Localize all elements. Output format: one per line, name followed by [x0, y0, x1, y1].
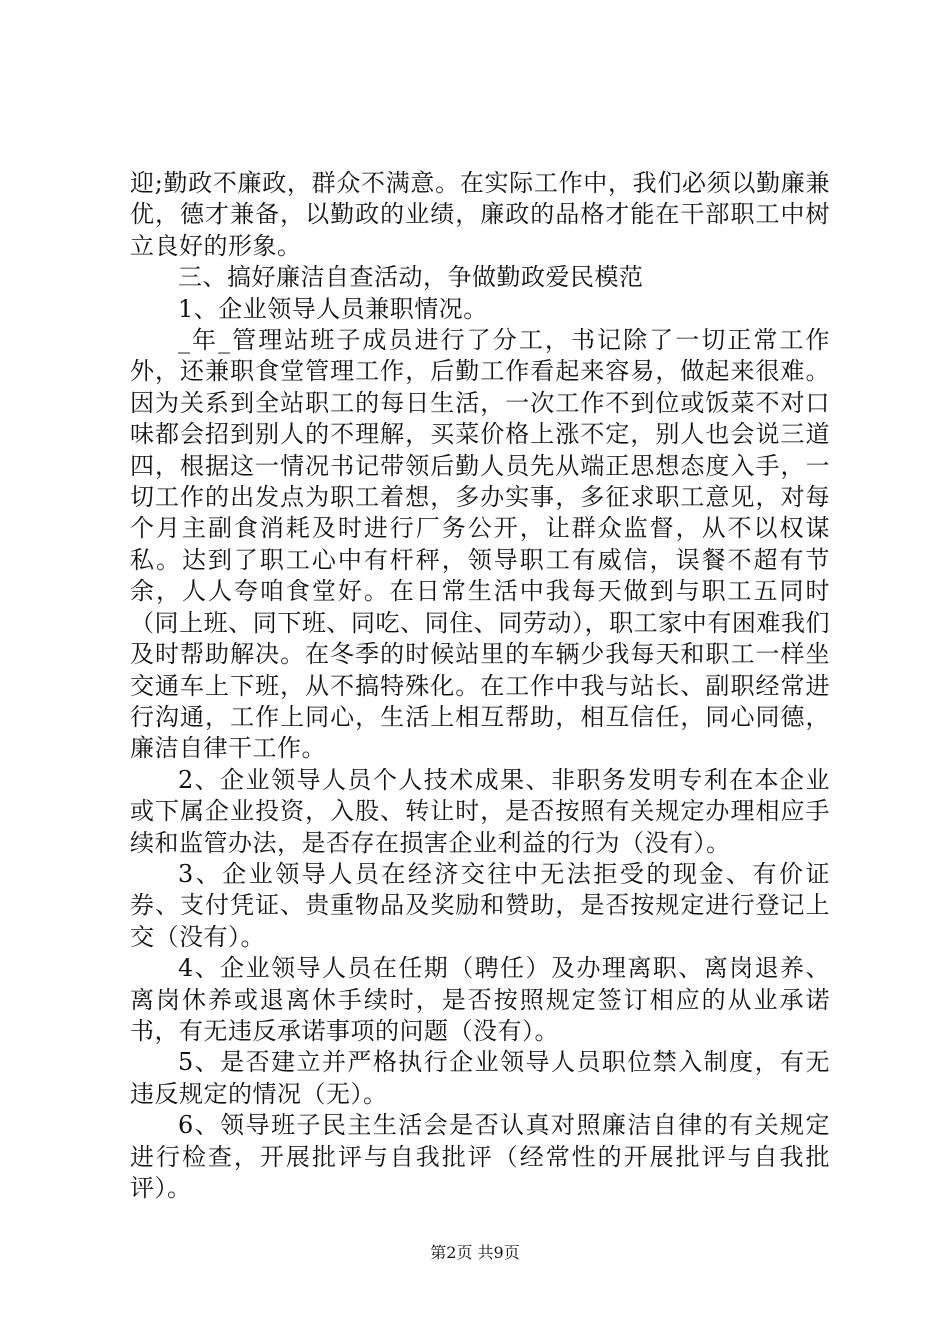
paragraph-1: 迎;勤政不廉政，群众不满意。在实际工作中，我们必须以勤廉兼优，德才兼备，以勤政的业绩，廉政的品格才能在干部职工中树立良好的形象。 [130, 169, 830, 260]
item-6: 6、领导班子民主生活会是否认真对照廉洁自律的有关规定进行检查，开展批评与自我批评（经常性的开展批评与自我批评）。 [130, 1111, 830, 1202]
item-1-heading: 1、企业领导人员兼职情况。 [178, 294, 488, 323]
item-5: 5、是否建立并严格执行企业领导人员职位禁入制度，有无违反规定的情况（无）。 [130, 1048, 830, 1108]
section-heading-3: 三、搞好廉洁自查活动，争做勤政爱民模范 [178, 263, 644, 292]
item-3: 3、企业领导人员在经济交往中无法拒受的现金、有价证券、支付凭证、贵重物品及奖励和赞助，是否按规定进行登记上交（没有）。 [130, 859, 830, 951]
document-body [130, 168, 830, 1204]
item-2: 2、企业领导人员个人技术成果、非职务发明专利在本企业或下属企业投资，入股、转让时，是否按照有关规定办理相应手续和监管办法，是否存在损害企业利益的行为（没有）。 [130, 765, 830, 857]
item-1-body: _年_管理站班子成员进行了分工，书记除了一切正常工作外，还兼职食堂管理工作，后勤工作看起来容易，做起来很难。因为关系到全站职工的每日生活，一次工作不到位或饭菜不对口味都会招到别人的不理解，买菜价格上涨不定，别人也会说三道四，根据这一情况书记带领后勤人员先从端正思想态度入手，一切工作的出发点为职工着想，多办实事，多征求职工意见，对每个月主副食消耗及时进行厂务公开，让群众监督，从不以权谋私。达到了职工心中有杆秤，领导职工有威信，误餐不超有节余，人人夸咱食堂好。在日常生活中我每天做到与职工五同时（同上班、同下班、同吃、同住、同劳动），职工家中有困难我们及时帮助解决。在冬季的时候站里的车辆少我每天和职工一样坐交通车上下班，从不搞特殊化。在工作中我与站长、副职经常进行沟通，工作上同心，生活上相互帮助，相互信任，同心同德，廉洁自律干工作。 [130, 326, 830, 763]
page-number-footer: 第2页 共9页 [430, 1243, 520, 1262]
item-4: 4、企业领导人员在任期（聘任）及办理离职、离岗退养、离岗休养或退离休手续时，是否按照规定签订相应的从业承诺书，有无违反承诺事项的问题（没有）。 [130, 954, 830, 1045]
